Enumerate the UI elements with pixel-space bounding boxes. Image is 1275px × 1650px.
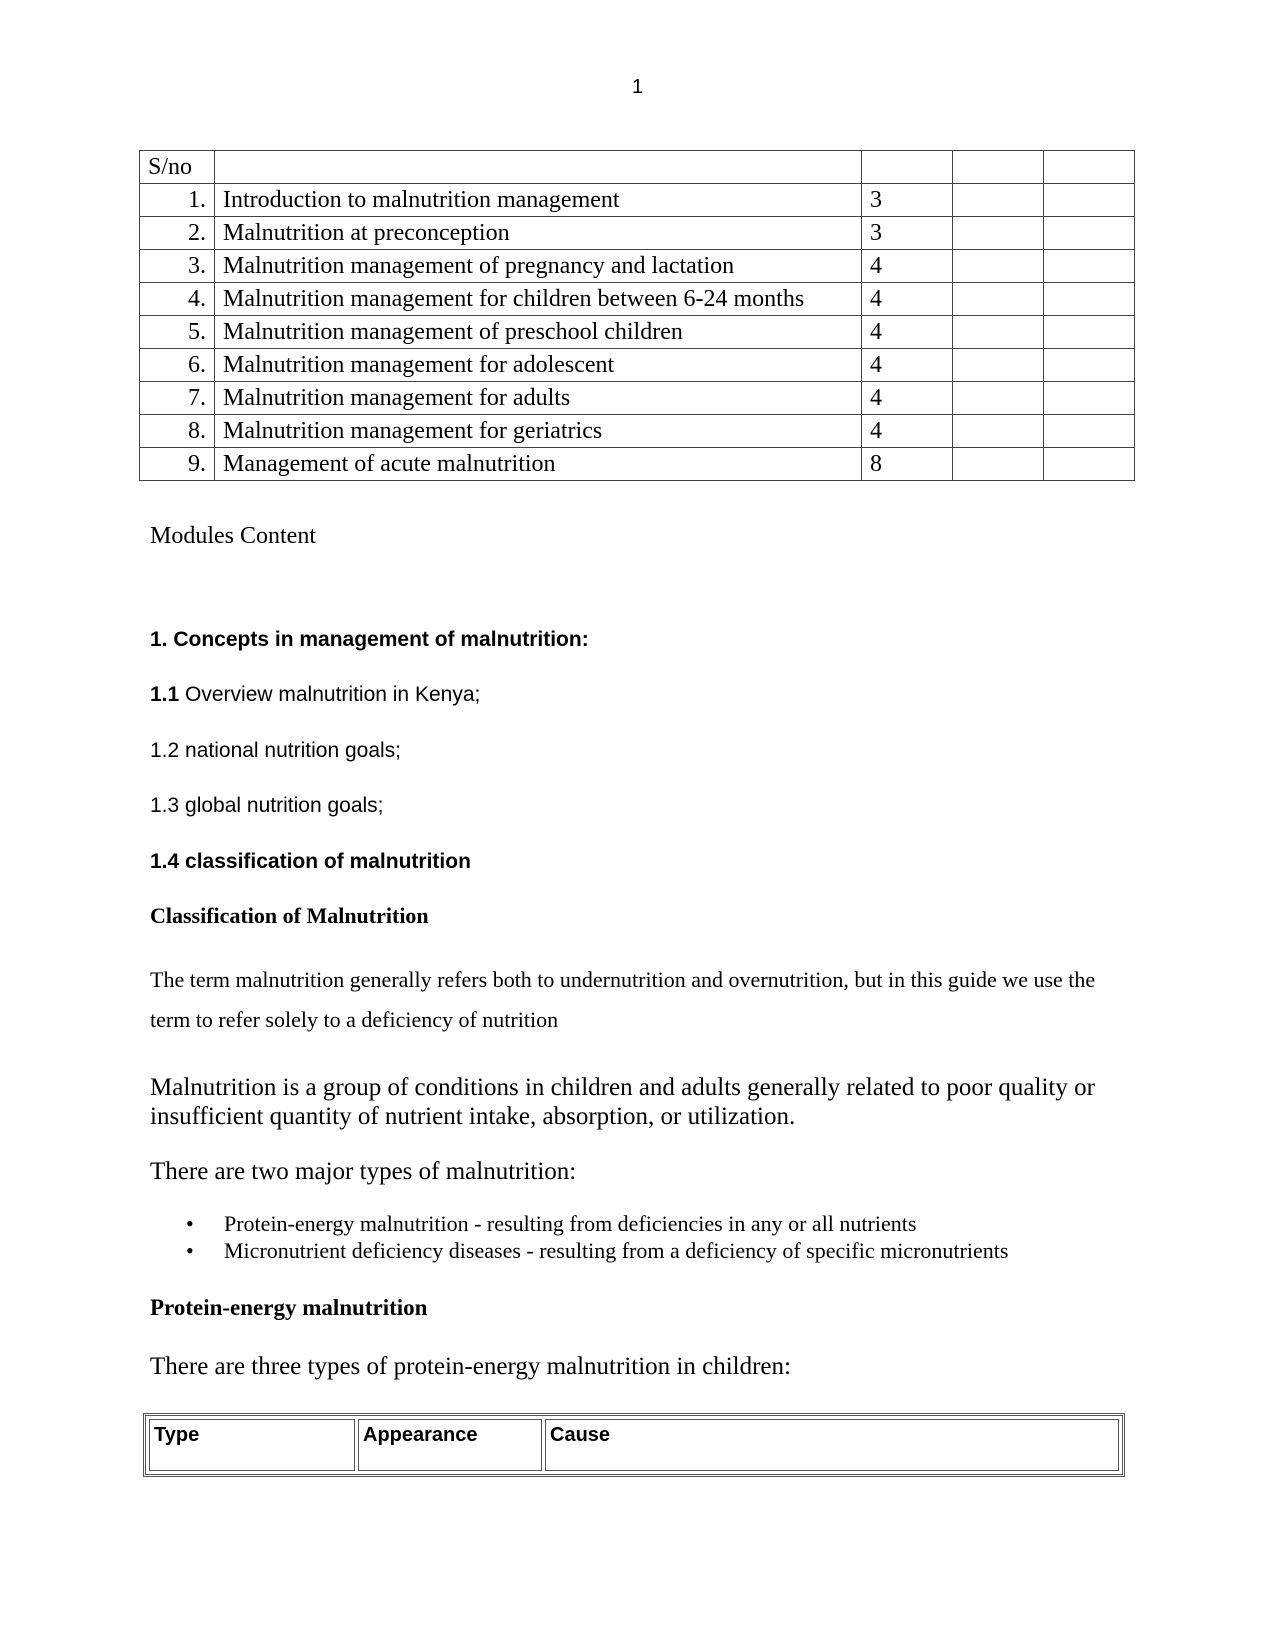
row-hours: 3 <box>862 184 953 217</box>
row-number: 7. <box>140 382 215 415</box>
subsection-1-2: 1.2 national nutrition goals; <box>150 739 402 762</box>
row-title: Malnutrition management for adults <box>215 382 862 415</box>
bullet-icon: • <box>186 1238 194 1263</box>
definition-paragraph: Malnutrition is a group of conditions in children and adults generally related to poor quality or insufficient quantity of nutrient intake, absorption, or utilization. <box>150 1074 1095 1130</box>
appearance-column-header: Appearance <box>358 1419 542 1471</box>
pem-intro: There are three types of protein-energy malnutrition in children: <box>150 1353 791 1380</box>
row-title: Management of acute malnutrition <box>215 448 862 481</box>
row-number: 5. <box>140 316 215 349</box>
row-blank-2 <box>1044 217 1135 250</box>
row-blank-2 <box>1044 382 1135 415</box>
classification-heading: Classification of Malnutrition <box>150 903 429 928</box>
row-number: 6. <box>140 349 215 382</box>
row-hours: 4 <box>862 415 953 448</box>
row-blank-1 <box>953 316 1044 349</box>
type-column-header: Type <box>149 1419 355 1471</box>
module-outline-table <box>139 150 1135 481</box>
subsection-1-1-number: 1.1 <box>150 683 180 706</box>
subsection-1-1-text: Overview malnutrition in Kenya; <box>179 683 481 706</box>
table-row <box>140 448 1135 481</box>
subsection-1-1 <box>150 683 480 707</box>
row-blank-1 <box>953 448 1044 481</box>
row-title: Introduction to malnutrition management <box>215 184 862 217</box>
bullet-icon: • <box>186 1211 194 1236</box>
malnutrition-types-list <box>150 1210 1008 1264</box>
row-number: 8. <box>140 415 215 448</box>
row-number: 4. <box>140 283 215 316</box>
row-blank-1 <box>953 217 1044 250</box>
row-number: 9. <box>140 448 215 481</box>
row-hours: 8 <box>862 448 953 481</box>
subsection-1-4: 1.4 classification of malnutrition <box>150 850 471 873</box>
table-row <box>140 415 1135 448</box>
pem-heading: Protein-energy malnutrition <box>150 1295 428 1320</box>
list-item-text: Micronutrient deficiency diseases - resulting from a deficiency of specific micronutrients <box>224 1238 1009 1263</box>
row-hours: 4 <box>862 349 953 382</box>
subsection-1-3: 1.3 global nutrition goals; <box>150 794 384 817</box>
table-row <box>140 283 1135 316</box>
row-hours: 4 <box>862 316 953 349</box>
pem-types-table <box>143 1413 1125 1477</box>
term-paragraph: The term malnutrition generally refers both to undernutrition and overnutrition, but in this guide we use the term to refer solely to a deficiency of nutrition <box>150 967 1096 1032</box>
row-title: Malnutrition at preconception <box>215 217 862 250</box>
table-header-row <box>140 151 1135 184</box>
row-blank-2 <box>1044 316 1135 349</box>
row-hours: 4 <box>862 283 953 316</box>
table-row <box>140 349 1135 382</box>
modules-content-label: Modules Content <box>150 523 316 549</box>
list-item-text: Protein-energy malnutrition - resulting from deficiencies in any or all nutrients <box>224 1211 917 1236</box>
row-title: Malnutrition management for adolescent <box>215 349 862 382</box>
page-number: 1 <box>631 76 644 98</box>
table-row <box>140 250 1135 283</box>
blank-header-2 <box>1044 151 1135 184</box>
section-heading: 1. Concepts in management of malnutrition: <box>150 628 589 651</box>
title-header <box>215 151 862 184</box>
row-title: Malnutrition management for children between 6-24 months <box>215 283 862 316</box>
two-types-intro: There are two major types of malnutrition: <box>150 1158 577 1185</box>
row-blank-2 <box>1044 349 1135 382</box>
row-number: 2. <box>140 217 215 250</box>
row-blank-2 <box>1044 415 1135 448</box>
cause-column-header: Cause <box>545 1419 1119 1471</box>
row-number: 3. <box>140 250 215 283</box>
row-title: Malnutrition management of preschool children <box>215 316 862 349</box>
table-row <box>140 316 1135 349</box>
table-row <box>140 184 1135 217</box>
hours-header <box>862 151 953 184</box>
row-blank-1 <box>953 250 1044 283</box>
list-item <box>150 1210 1008 1237</box>
row-title: Malnutrition management of pregnancy and lactation <box>215 250 862 283</box>
row-blank-2 <box>1044 448 1135 481</box>
list-item <box>150 1237 1008 1264</box>
sno-header: S/no <box>140 151 215 184</box>
row-blank-1 <box>953 283 1044 316</box>
row-blank-2 <box>1044 283 1135 316</box>
row-blank-2 <box>1044 250 1135 283</box>
row-hours: 4 <box>862 382 953 415</box>
row-hours: 3 <box>862 217 953 250</box>
row-blank-1 <box>953 415 1044 448</box>
row-number: 1. <box>140 184 215 217</box>
row-blank-2 <box>1044 184 1135 217</box>
table-header-row <box>149 1419 1119 1471</box>
row-blank-1 <box>953 184 1044 217</box>
table-row <box>140 382 1135 415</box>
row-blank-1 <box>953 349 1044 382</box>
row-blank-1 <box>953 382 1044 415</box>
row-hours: 4 <box>862 250 953 283</box>
table-row <box>140 217 1135 250</box>
row-title: Malnutrition management for geriatrics <box>215 415 862 448</box>
blank-header-1 <box>953 151 1044 184</box>
